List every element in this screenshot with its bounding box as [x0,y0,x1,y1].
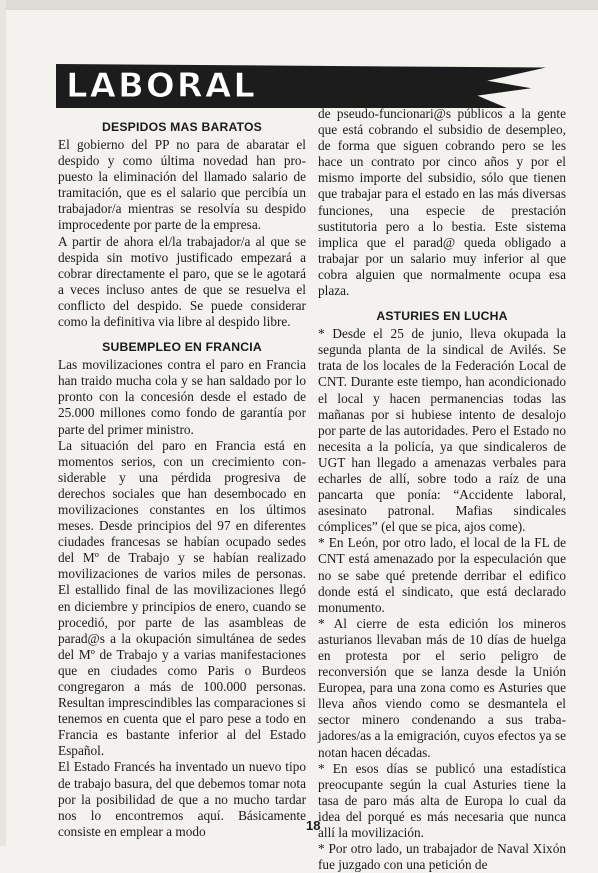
paragraph: de pseudo-funcionari@s públicos a la gente que está cobrando el subsidio de desempleo, de forma que siguen cobrando pero se les hace un contrato por cinco años y por el mismo importe del subsidio, sólo que tienen que trabajar para el estado en las más diversas funciones, una especie de prestación sustitutoria pero a lo bestia. Este sistema implica que el parad@ queda obligado a trabajar por un salario muy inferior al que cobra alguien que normalmente ocupa esa plaza. [318,106,566,299]
section-title: LABORAL [66,66,257,106]
heading-subempleo: SUBEMPLEO EN FRANCIA [102,340,262,355]
paragraph: A partir de ahora el/la trabajador/a al que se despida sin motivo justificado empezará a cobrar directamente el paro, que se le agotará a veces incluso antes de que se resuelva el conflicto del despido. Se puede considerar como la definitiva via libre al despido libre. [58,233,306,330]
heading-despidos: DESPIDOS MAS BARATOS [102,120,262,134]
paragraph: El Estado Francés ha inventado un nuevo tipo de trabajo basura, del que debemos tomar nota por la posibilidad de que a no mucho tardar nos lo encontremos aquí. Básicamente consiste en emplear a modo [58,759,306,839]
paragraph: * En León, por otro lado, el local de la FL de CNT está amenazado por la especulación que no se sabe qué pretende derribar el edifico donde está el sindicato, que está declarado monumento. [318,535,566,615]
right-column [318,106,566,873]
paragraph: La situación del paro en Francia está en momentos serios, con un crecimiento considerable y una pérdida progresiva de derechos sociales que han desembocado en movilizaciones constantes en los últimos meses. Desde principios del 97 en diferentes ciudades francesas se habían ocupado sedes del Mº de Trabajo y se habían realizado movilizaciones de varios miles de personas. El estallido final de las movilizaciones llegó en diciembre y principios de enero, cuando se procedió, por parte de las asambleas de parad@s a la okupación simultánea de sedes del Mº de Trabajo y a varias manifestaciones que en ciudades como Paris o Burdeos congregaron a más de 100.000 personas. Resultan imprescindibles las comparaciones si tenemos en cuenta que el paro pese a todo en Francia es bastante inferior al del Estado Español. [58,437,306,759]
paragraph: * Desde el 25 de junio, lleva okupada la segunda planta de la sindical de Avilés. Se trata de los locales de la Federación Local de CNT. Durante este tiempo, han acondicionado el local y hacen permanencias todas las mañanas por si hubiese intento de desalojo por parte de las autoridades. Pero el Estado no necesita a la policía, ya que sindicaleros de UGT han llegado a amenazas verbales para echarles de allí, sobre todo a raíz de una pancarta que ponía: “Accidente laboral, asesinato patronal. Mafias sindicales cómplices” (el que se pica, ajos come). [318,326,566,535]
paragraph: * En esos días se publicó una estadística preocupante según la cual Asturies tiene la tasa de paro más alta de Europa lo cual da idea del porqué es más necesaria que nunca allí la movilización. [318,760,566,841]
page-number: 18 [306,818,321,833]
paragraph: El gobierno del PP no para de abaratar el despido y como última novedad han propuesto la eliminación del llamado salario de tramitación, que es el salario que percibía un trabajador/a mientras se resolvía su despido improcedente por parte de la empresa. [58,137,306,233]
page-edge-left [0,0,6,846]
paragraph: Las movilizaciones contra el paro en Francia han traido mucha cola y se han saldado por lo pronto con la concesión desde el estado de 25.000 millones como fondo de garantía por parte del primer ministro. [58,357,306,437]
paragraph: * Por otro lado, un trabajador de Naval Xixón fue juzgado con una petición de [318,841,566,873]
heading-asturies: ASTURIES EN LUCHA [376,309,508,324]
paragraph: * Al cierre de esta edición los mineros asturianos llevaban más de 10 días de huelga en protesta por el serio peligro de reconversión que se lanza desde la Unión Europea, para una zona como es Asturies que lleva años viendo como se desmantela el sector minero condenando a sus trabajadores/as a la emigración, cuyos efectos ya se notan hacen décadas. [318,615,566,760]
left-column [58,118,306,840]
page-edge [0,0,598,10]
